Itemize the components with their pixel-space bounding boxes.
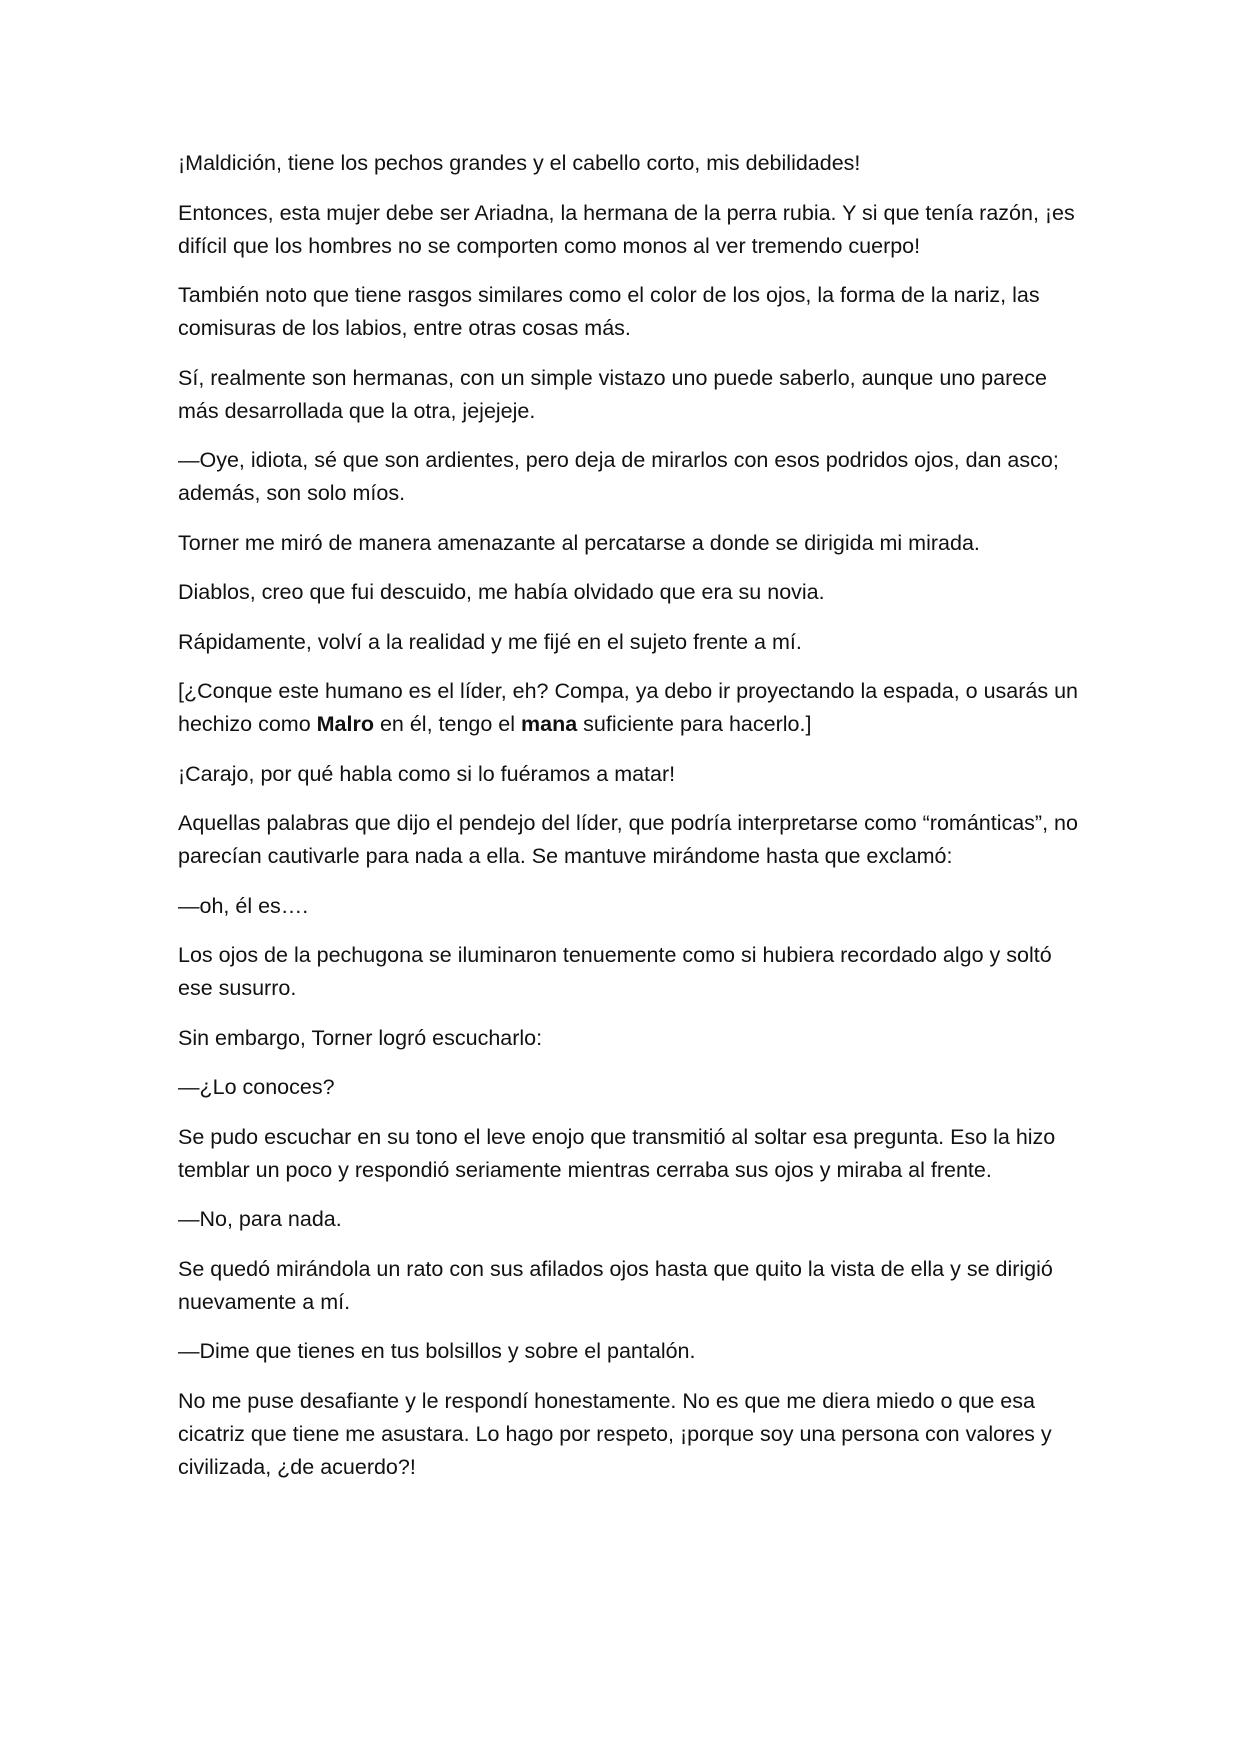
paragraph-20: No me puse desafiante y le respondí honestamente. No es que me diera miedo o que esa cicatriz que tiene me asustara. Lo hago por respeto, ¡porque soy una persona con valores y civilizada, ¿de acuerdo?! (178, 1388, 1052, 1479)
paragraph-11: Aquellas palabras que dijo el pendejo del líder, que podría interpretarse como “románticas”, no parecían cautivarle para nada a ella. Se mantuve mirándome hasta que exclamó: (178, 811, 1078, 868)
paragraph-9-part-2: en él, tengo el (373, 712, 522, 736)
paragraph-9 (178, 675, 1078, 741)
paragraph-9-part-1: [¿Conque este humano es el líder, eh? Compa, ya debo ir proyectando la espada, o usarás un hechizo como (178, 679, 1078, 736)
paragraph-4: Sí, realmente son hermanas, con un simple vistazo uno puede saberlo, aunque uno parece más desarrollada que la otra, jejejeje. (178, 365, 1047, 423)
paragraph-13: Los ojos de la pechugona se iluminaron tenuemente como si hubiera recordado algo y soltó ese susurro. (178, 943, 1052, 1000)
paragraph-5: —Oye, idiota, sé que son ardientes, pero deja de mirarlos con esos podridos ojos, dan asco; además, son solo míos. (178, 448, 1059, 505)
paragraph-14: Sin embargo, Torner logró escucharlo: (178, 1025, 543, 1050)
paragraph-9-part-3: suficiente para hacerlo.] (577, 712, 812, 736)
paragraph-10: ¡Carajo, por qué habla como si lo fuéramos a matar! (178, 761, 676, 786)
paragraph-17: —No, para nada. (178, 1207, 342, 1231)
paragraph-2: Entonces, esta mujer debe ser Ariadna, la hermana de la perra rubia. Y si que tenía razón, ¡es difícil que los hombres no se comporten como monos al ver tremendo cuerpo! (178, 200, 1075, 258)
paragraph-6: Torner me miró de manera amenazante al percatarse a donde se dirigida mi mirada. (178, 530, 980, 555)
paragraph-7: Diablos, creo que fui descuido, me había olvidado que era su novia. (178, 580, 825, 604)
document-body (178, 147, 1078, 1484)
paragraph-16: Se pudo escuchar en su tono el leve enojo que transmitió al soltar esa pregunta. Eso la hizo temblar un poco y respondió seriamente mientras cerraba sus ojos y miraba al frente. (178, 1124, 1056, 1182)
paragraph-15: —¿Lo conoces? (178, 1075, 335, 1099)
paragraph-12: —oh, él es…. (178, 893, 309, 918)
paragraph-8: Rápidamente, volví a la realidad y me fijé en el sujeto frente a mí. (178, 629, 802, 654)
paragraph-18: Se quedó mirándola un rato con sus afilados ojos hasta que quito la vista de ella y se dirigió nuevamente a mí. (178, 1256, 1053, 1314)
term-mana: mana (521, 712, 578, 736)
spell-name-malro: Malro (316, 712, 374, 736)
paragraph-1: ¡Maldición, tiene los pechos grandes y el cabello corto, mis debilidades! (178, 151, 861, 175)
paragraph-3: También noto que tiene rasgos similares como el color de los ojos, la forma de la nariz, las comisuras de los labios, entre otras cosas más. (178, 283, 1040, 340)
paragraph-19: —Dime que tienes en tus bolsillos y sobre el pantalón. (178, 1339, 696, 1363)
